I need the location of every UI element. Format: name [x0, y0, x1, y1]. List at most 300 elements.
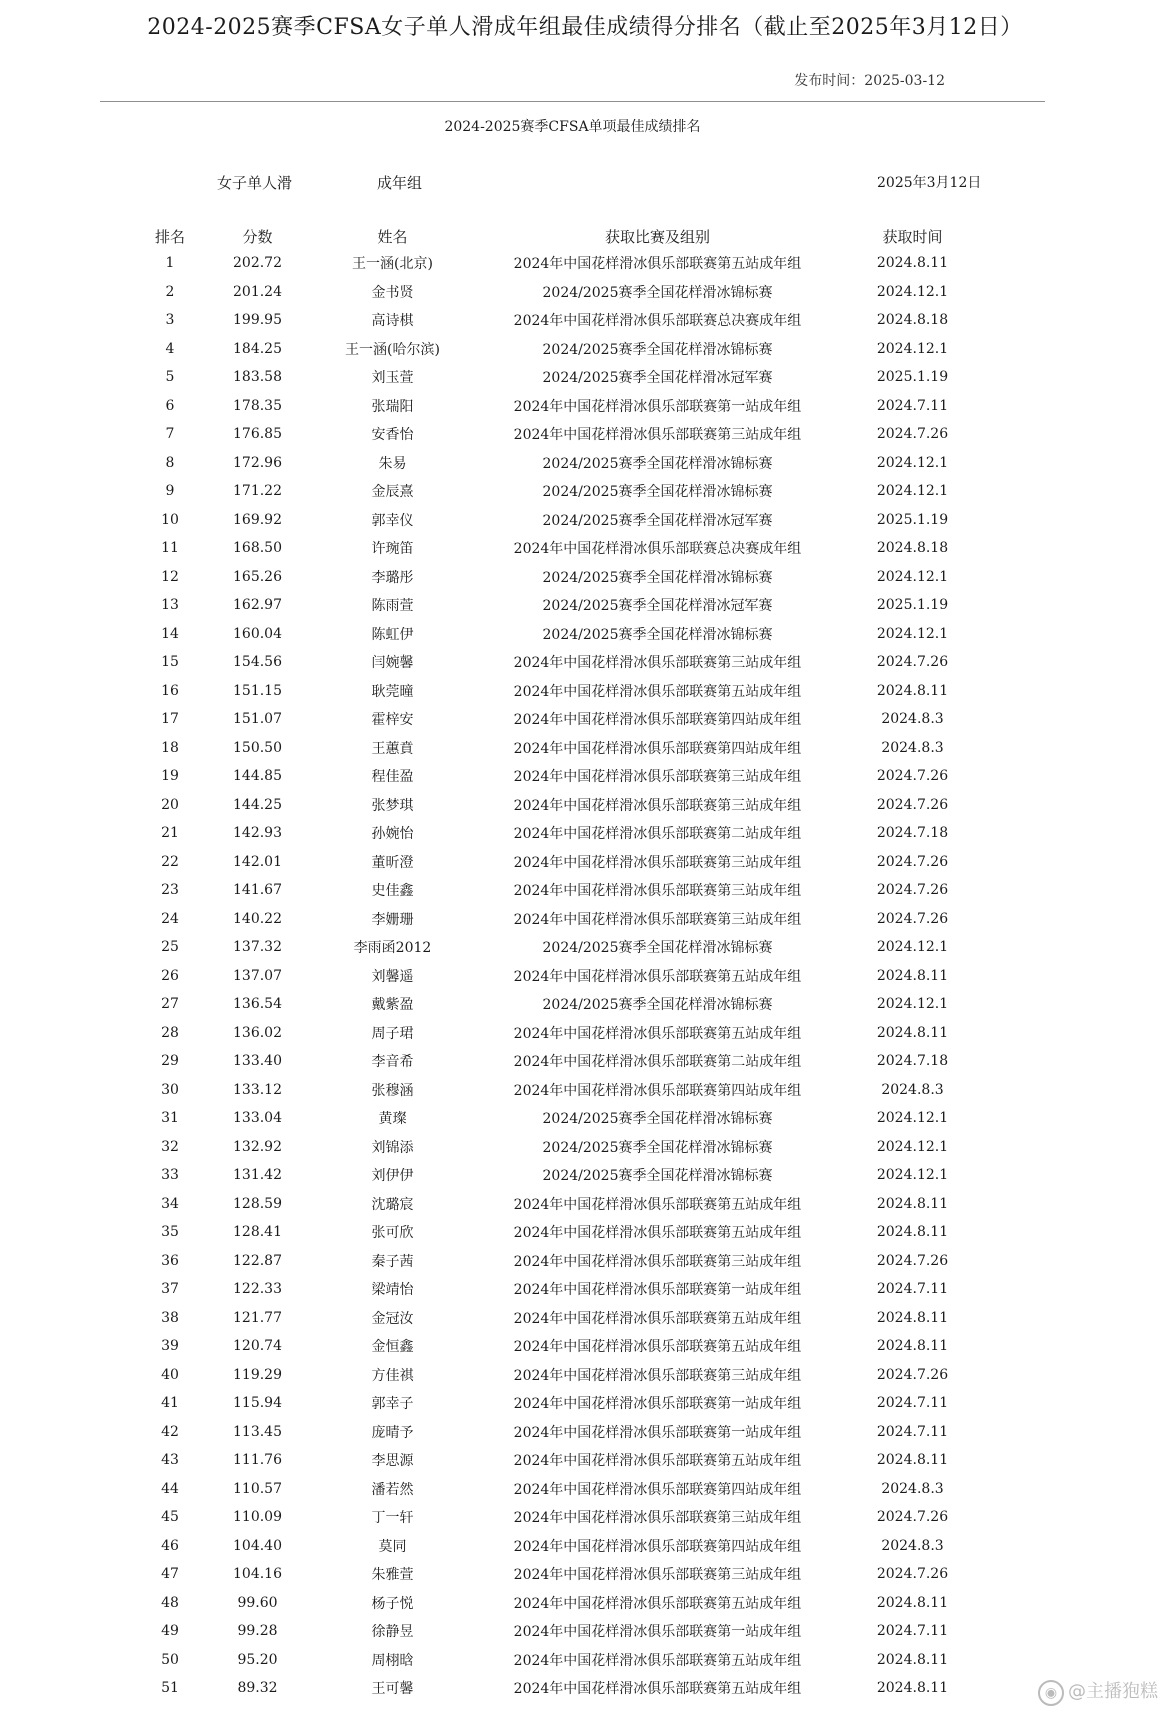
cell-score: 122.33 — [233, 1281, 282, 1298]
cell-rank: 13 — [161, 597, 179, 614]
cell-name: 徐静昱 — [371, 1624, 414, 1641]
table-row — [130, 1674, 990, 1703]
cell-rank: 30 — [161, 1081, 179, 1098]
cell-name: 王一涵(哈尔滨) — [345, 341, 440, 358]
cell-date: 2024.7.26 — [876, 1566, 949, 1583]
cell-event: 2024年中国花样滑冰俱乐部联赛第二站成年组 — [513, 1054, 802, 1071]
cell-score: 133.40 — [233, 1053, 282, 1070]
cell-event: 2024年中国花样滑冰俱乐部联赛第三站成年组 — [513, 1510, 802, 1527]
cell-score: 144.25 — [233, 796, 282, 813]
cell-rank: 42 — [161, 1423, 179, 1440]
cell-name: 沈璐宸 — [371, 1196, 414, 1213]
table-row — [130, 1218, 990, 1247]
cell-event: 2024年中国花样滑冰俱乐部联赛第五站成年组 — [513, 1681, 802, 1698]
cell-event: 2024/2025赛季全国花样滑冰锦标赛 — [542, 455, 773, 472]
cell-date: 2024.7.18 — [876, 825, 949, 842]
table-row — [130, 278, 990, 307]
cell-name: 刘锦添 — [371, 1139, 414, 1156]
cell-score: 136.02 — [233, 1024, 282, 1041]
cell-name: 董昕澄 — [371, 854, 414, 871]
cell-event: 2024年中国花样滑冰俱乐部联赛总决赛成年组 — [513, 541, 802, 558]
cell-rank: 25 — [161, 939, 179, 956]
cell-name: 王可馨 — [371, 1681, 414, 1698]
table-row — [130, 1560, 990, 1589]
cell-date: 2024.8.11 — [876, 255, 949, 272]
cell-name: 李音希 — [371, 1054, 414, 1071]
cell-rank: 8 — [165, 454, 175, 471]
cell-score: 178.35 — [233, 397, 282, 414]
cell-event: 2024/2025赛季全国花样滑冰冠军赛 — [542, 512, 773, 529]
cell-date: 2024.7.26 — [876, 426, 949, 443]
cell-score: 136.54 — [233, 996, 282, 1013]
cell-rank: 38 — [161, 1309, 179, 1326]
cell-name: 金冠汝 — [371, 1310, 414, 1327]
table-row — [130, 1019, 990, 1048]
cell-event: 2024/2025赛季全国花样滑冰锦标赛 — [542, 940, 773, 957]
cell-rank: 27 — [161, 996, 179, 1013]
cell-event: 2024/2025赛季全国花样滑冰冠军赛 — [542, 370, 773, 387]
cell-event: 2024/2025赛季全国花样滑冰锦标赛 — [542, 284, 773, 301]
cell-score: 128.59 — [233, 1195, 282, 1212]
cell-rank: 14 — [161, 625, 179, 642]
cell-event: 2024年中国花样滑冰俱乐部联赛第二站成年组 — [513, 826, 802, 843]
cell-score: 132.92 — [233, 1138, 282, 1155]
cell-score: 176.85 — [233, 426, 282, 443]
cell-rank: 50 — [161, 1651, 179, 1668]
table-row — [130, 363, 990, 392]
cell-name: 刘馨遥 — [371, 968, 414, 985]
cell-date: 2024.8.3 — [881, 711, 944, 728]
table-row — [130, 819, 990, 848]
cell-rank: 20 — [161, 796, 179, 813]
table-body — [130, 249, 990, 1703]
cell-name: 孙婉怡 — [371, 826, 414, 843]
cell-rank: 10 — [161, 511, 179, 528]
cell-score: 99.28 — [237, 1623, 278, 1640]
cell-date: 2024.7.11 — [876, 397, 949, 414]
table-row — [130, 420, 990, 449]
table-row — [130, 1076, 990, 1105]
cell-event: 2024/2025赛季全国花样滑冰锦标赛 — [542, 997, 773, 1014]
cell-date: 2024.12.1 — [876, 1167, 949, 1184]
cell-event: 2024年中国花样滑冰俱乐部联赛第四站成年组 — [513, 1538, 802, 1555]
cell-score: 142.93 — [233, 825, 282, 842]
cell-date: 2024.12.1 — [876, 1138, 949, 1155]
cell-name: 李雨函2012 — [353, 940, 432, 957]
cell-rank: 2 — [165, 283, 175, 300]
cell-date: 2025.1.19 — [876, 369, 949, 386]
cell-event: 2024/2025赛季全国花样滑冰锦标赛 — [542, 1168, 773, 1185]
cell-event: 2024年中国花样滑冰俱乐部联赛第一站成年组 — [513, 1282, 802, 1299]
table-row — [130, 1133, 990, 1162]
cell-score: 95.20 — [237, 1651, 278, 1668]
cell-name: 丁一轩 — [371, 1510, 414, 1527]
ranking-table — [130, 223, 990, 1703]
cell-rank: 46 — [161, 1537, 179, 1554]
cell-event: 2024年中国花样滑冰俱乐部联赛第五站成年组 — [513, 1310, 802, 1327]
cell-rank: 7 — [165, 426, 175, 443]
table-row — [130, 1646, 990, 1675]
cell-score: 151.07 — [233, 711, 282, 728]
cell-name: 耿莞曈 — [371, 683, 414, 700]
cell-score: 133.04 — [233, 1110, 282, 1127]
cell-date: 2024.7.26 — [876, 796, 949, 813]
table-subtitle: 2024-2025赛季CFSA单项最佳成绩排名 — [444, 119, 701, 135]
cell-name: 郭幸仪 — [371, 512, 414, 529]
cell-date: 2024.7.18 — [876, 1053, 949, 1070]
cell-score: 201.24 — [233, 283, 282, 300]
cell-score: 171.22 — [233, 483, 282, 500]
group-label: 成年组 — [377, 174, 423, 192]
cell-name: 安香怡 — [371, 427, 414, 444]
cell-rank: 37 — [161, 1281, 179, 1298]
cell-date: 2024.12.1 — [876, 568, 949, 585]
cell-name: 杨子悦 — [371, 1595, 414, 1612]
table-row — [130, 591, 990, 620]
cell-event: 2024年中国花样滑冰俱乐部联赛第四站成年组 — [513, 1082, 802, 1099]
col-header-date: 获取时间 — [882, 227, 943, 246]
cell-name: 朱雅萱 — [371, 1567, 414, 1584]
cell-score: 162.97 — [233, 597, 282, 614]
cell-event: 2024年中国花样滑冰俱乐部联赛第五站成年组 — [513, 1339, 802, 1356]
cell-event: 2024年中国花样滑冰俱乐部联赛第一站成年组 — [513, 1424, 802, 1441]
cell-date: 2024.12.1 — [876, 454, 949, 471]
cell-name: 霍梓安 — [371, 712, 414, 729]
cell-event: 2024年中国花样滑冰俱乐部联赛第三站成年组 — [513, 883, 802, 900]
cell-score: 119.29 — [233, 1366, 282, 1383]
cell-event: 2024年中国花样滑冰俱乐部联赛第三站成年组 — [513, 854, 802, 871]
cell-score: 183.58 — [233, 369, 282, 386]
cell-score: 128.41 — [233, 1224, 282, 1241]
table-header-row — [130, 223, 990, 249]
cell-name: 李璐彤 — [371, 569, 414, 586]
cell-score: 140.22 — [233, 910, 282, 927]
table-row — [130, 1446, 990, 1475]
cell-name: 刘伊伊 — [371, 1168, 414, 1185]
cell-rank: 1 — [165, 255, 175, 272]
cell-score: 115.94 — [233, 1395, 282, 1412]
col-header-event: 获取比赛及组别 — [604, 227, 710, 246]
cell-event: 2024年中国花样滑冰俱乐部联赛第五站成年组 — [513, 1225, 802, 1242]
table-row — [130, 506, 990, 535]
cell-score: 133.12 — [233, 1081, 282, 1098]
cell-date: 2024.8.3 — [881, 739, 944, 756]
cell-rank: 15 — [161, 654, 179, 671]
table-row — [130, 1361, 990, 1390]
cell-event: 2024/2025赛季全国花样滑冰锦标赛 — [542, 341, 773, 358]
cell-name: 黄璨 — [378, 1111, 407, 1128]
cell-date: 2024.8.11 — [876, 1309, 949, 1326]
cell-date: 2024.8.11 — [876, 1338, 949, 1355]
cell-name: 秦子茜 — [371, 1253, 414, 1270]
cell-score: 151.15 — [233, 682, 282, 699]
cell-name: 郭幸子 — [371, 1396, 414, 1413]
table-row — [130, 905, 990, 934]
table-row — [130, 1104, 990, 1133]
watermark-text: @主播狍糕 — [1068, 1681, 1158, 1702]
cell-rank: 22 — [161, 853, 179, 870]
cell-name: 王蕙賁 — [371, 740, 414, 757]
cell-event: 2024年中国花样滑冰俱乐部联赛第一站成年组 — [513, 1396, 802, 1413]
watermark — [1038, 1677, 1158, 1706]
cell-event: 2024年中国花样滑冰俱乐部联赛第四站成年组 — [513, 740, 802, 757]
cell-score: 131.42 — [233, 1167, 282, 1184]
col-header-score: 分数 — [242, 227, 273, 246]
table-row — [130, 534, 990, 563]
cell-event: 2024年中国花样滑冰俱乐部联赛第一站成年组 — [513, 1624, 802, 1641]
cell-name: 张瑞阳 — [371, 398, 414, 415]
cell-name: 金辰熹 — [371, 484, 414, 501]
cell-rank: 28 — [161, 1024, 179, 1041]
cell-rank: 6 — [165, 397, 175, 414]
cell-date: 2025.1.19 — [876, 511, 949, 528]
cell-rank: 48 — [161, 1594, 179, 1611]
table-row — [130, 734, 990, 763]
cell-date: 2024.8.3 — [881, 1081, 944, 1098]
table-row — [130, 791, 990, 820]
cell-event: 2024年中国花样滑冰俱乐部联赛第五站成年组 — [513, 256, 802, 273]
cell-date: 2025.1.19 — [876, 597, 949, 614]
cell-score: 110.57 — [233, 1480, 282, 1497]
cell-event: 2024/2025赛季全国花样滑冰锦标赛 — [542, 484, 773, 501]
cell-event: 2024年中国花样滑冰俱乐部联赛第三站成年组 — [513, 911, 802, 928]
cell-name: 高诗棋 — [371, 313, 414, 330]
cell-rank: 9 — [165, 483, 175, 500]
table-row — [130, 335, 990, 364]
table-row — [130, 449, 990, 478]
cell-name: 许琬笛 — [371, 541, 414, 558]
table-row — [130, 1275, 990, 1304]
cell-date: 2024.8.18 — [876, 312, 949, 329]
col-header-rank: 排名 — [154, 227, 185, 246]
cell-date: 2024.7.11 — [876, 1395, 949, 1412]
table-row — [130, 762, 990, 791]
cell-rank: 47 — [161, 1566, 179, 1583]
cell-name: 庞晴予 — [371, 1424, 414, 1441]
cell-rank: 16 — [161, 682, 179, 699]
table-row — [130, 306, 990, 335]
cell-name: 程佳盈 — [371, 769, 414, 786]
cell-name: 金书贤 — [371, 284, 414, 301]
table-row — [130, 1190, 990, 1219]
cell-name: 潘若然 — [371, 1481, 414, 1498]
cell-rank: 44 — [161, 1480, 179, 1497]
table-row — [130, 1503, 990, 1532]
cell-date: 2024.12.1 — [876, 1110, 949, 1127]
table-row — [130, 990, 990, 1019]
cell-event: 2024年中国花样滑冰俱乐部联赛第三站成年组 — [513, 769, 802, 786]
cell-date: 2024.7.11 — [876, 1423, 949, 1440]
cell-date: 2024.8.11 — [876, 1452, 949, 1469]
cell-date: 2024.8.18 — [876, 540, 949, 557]
cell-score: 99.60 — [237, 1594, 278, 1611]
cell-score: 141.67 — [233, 882, 282, 899]
cell-score: 169.92 — [233, 511, 282, 528]
table-row — [130, 1617, 990, 1646]
table-row — [130, 392, 990, 421]
cell-date: 2024.12.1 — [876, 939, 949, 956]
cell-event: 2024/2025赛季全国花样滑冰锦标赛 — [542, 569, 773, 586]
table-row — [130, 1418, 990, 1447]
cell-date: 2024.8.11 — [876, 967, 949, 984]
col-header-name: 姓名 — [377, 227, 408, 246]
cell-rank: 49 — [161, 1623, 179, 1640]
cell-name: 陈雨萱 — [371, 598, 414, 615]
cell-score: 137.32 — [233, 939, 282, 956]
cell-name: 李姗珊 — [371, 911, 414, 928]
cell-event: 2024年中国花样滑冰俱乐部联赛第四站成年组 — [513, 1481, 802, 1498]
cell-name: 朱易 — [378, 455, 407, 472]
cell-date: 2024.7.26 — [876, 768, 949, 785]
cell-date: 2024.8.11 — [876, 682, 949, 699]
table-row — [130, 962, 990, 991]
cell-date: 2024.8.11 — [876, 1651, 949, 1668]
cell-rank: 32 — [161, 1138, 179, 1155]
cell-date: 2024.8.11 — [876, 1594, 949, 1611]
cell-score: 168.50 — [233, 540, 282, 557]
cell-score: 122.87 — [233, 1252, 282, 1269]
cell-name: 王一涵(北京) — [352, 256, 433, 273]
cell-rank: 35 — [161, 1224, 179, 1241]
cell-rank: 24 — [161, 910, 179, 927]
table-row — [130, 1475, 990, 1504]
cell-name: 闫婉馨 — [371, 655, 414, 672]
cell-event: 2024年中国花样滑冰俱乐部联赛第三站成年组 — [513, 655, 802, 672]
cell-event: 2024年中国花样滑冰俱乐部联赛第五站成年组 — [513, 1595, 802, 1612]
cell-event: 2024年中国花样滑冰俱乐部联赛第三站成年组 — [513, 427, 802, 444]
cell-rank: 34 — [161, 1195, 179, 1212]
cell-score: 121.77 — [233, 1309, 282, 1326]
publish-time: 发布时间：2025-03-12 — [794, 73, 945, 89]
cell-event: 2024年中国花样滑冰俱乐部联赛第五站成年组 — [513, 1453, 802, 1470]
header-divider — [100, 101, 1045, 102]
cell-name: 李思源 — [371, 1453, 414, 1470]
cell-score: 172.96 — [233, 454, 282, 471]
cell-rank: 18 — [161, 739, 179, 756]
cell-rank: 21 — [161, 825, 179, 842]
cell-event: 2024年中国花样滑冰俱乐部联赛第一站成年组 — [513, 398, 802, 415]
cell-date: 2024.7.26 — [876, 882, 949, 899]
cell-date: 2024.7.26 — [876, 1252, 949, 1269]
cell-rank: 45 — [161, 1509, 179, 1526]
cell-score: 120.74 — [233, 1338, 282, 1355]
cell-date: 2024.7.11 — [876, 1623, 949, 1640]
table-row — [130, 563, 990, 592]
cell-score: 199.95 — [233, 312, 282, 329]
cell-event: 2024年中国花样滑冰俱乐部联赛第四站成年组 — [513, 712, 802, 729]
table-row — [130, 1247, 990, 1276]
cell-name: 周子珺 — [371, 1025, 414, 1042]
as-of-date: 2025年3月12日 — [877, 175, 982, 191]
cell-date: 2024.7.26 — [876, 1366, 949, 1383]
table-row — [130, 648, 990, 677]
cell-event: 2024年中国花样滑冰俱乐部联赛总决赛成年组 — [513, 313, 802, 330]
cell-rank: 23 — [161, 882, 179, 899]
cell-date: 2024.8.11 — [876, 1195, 949, 1212]
cell-rank: 41 — [161, 1395, 179, 1412]
cell-name: 史佳鑫 — [371, 883, 414, 900]
cell-date: 2024.12.1 — [876, 283, 949, 300]
cell-rank: 33 — [161, 1167, 179, 1184]
cell-rank: 11 — [161, 540, 179, 557]
cell-date: 2024.12.1 — [876, 483, 949, 500]
cell-score: 150.50 — [233, 739, 282, 756]
cell-date: 2024.8.11 — [876, 1224, 949, 1241]
cell-event: 2024/2025赛季全国花样滑冰冠军赛 — [542, 598, 773, 615]
cell-date: 2024.8.11 — [876, 1680, 949, 1697]
cell-rank: 3 — [165, 312, 175, 329]
cell-event: 2024年中国花样滑冰俱乐部联赛第五站成年组 — [513, 1025, 802, 1042]
cell-score: 110.09 — [233, 1509, 282, 1526]
cell-rank: 17 — [161, 711, 179, 728]
cell-name: 张穆涵 — [371, 1082, 414, 1099]
cell-name: 金恒鑫 — [371, 1339, 414, 1356]
table-row — [130, 1389, 990, 1418]
cell-name: 方佳祺 — [371, 1367, 414, 1384]
cell-score: 154.56 — [233, 654, 282, 671]
cell-date: 2024.12.1 — [876, 340, 949, 357]
cell-name: 周栩晗 — [371, 1652, 414, 1669]
cell-date: 2024.8.3 — [881, 1537, 944, 1554]
cell-score: 113.45 — [233, 1423, 282, 1440]
table-row — [130, 677, 990, 706]
cell-date: 2024.7.26 — [876, 853, 949, 870]
cell-date: 2024.7.26 — [876, 910, 949, 927]
cell-event: 2024年中国花样滑冰俱乐部联赛第五站成年组 — [513, 683, 802, 700]
table-row — [130, 848, 990, 877]
cell-rank: 5 — [165, 369, 175, 386]
page-title: 2024-2025赛季CFSA女子单人滑成年组最佳成绩得分排名（截止至2025年3月12日） — [147, 15, 1023, 40]
cell-date: 2024.8.11 — [876, 1024, 949, 1041]
cell-score: 137.07 — [233, 967, 282, 984]
cell-name: 张可欣 — [371, 1225, 414, 1242]
cell-score: 160.04 — [233, 625, 282, 642]
cell-event: 2024年中国花样滑冰俱乐部联赛第五站成年组 — [513, 1196, 802, 1213]
cell-score: 202.72 — [233, 255, 282, 272]
cell-rank: 19 — [161, 768, 179, 785]
cell-name: 梁靖怡 — [371, 1282, 414, 1299]
cell-rank: 43 — [161, 1452, 179, 1469]
cell-score: 104.40 — [233, 1537, 282, 1554]
cell-rank: 4 — [165, 340, 175, 357]
table-row — [130, 1304, 990, 1333]
table-row — [130, 620, 990, 649]
cell-rank: 31 — [161, 1110, 179, 1127]
cell-event: 2024年中国花样滑冰俱乐部联赛第三站成年组 — [513, 1253, 802, 1270]
cell-rank: 36 — [161, 1252, 179, 1269]
cell-score: 142.01 — [233, 853, 282, 870]
cell-event: 2024/2025赛季全国花样滑冰锦标赛 — [542, 626, 773, 643]
table-row — [130, 1161, 990, 1190]
table-row — [130, 1532, 990, 1561]
cell-score: 111.76 — [233, 1452, 282, 1469]
table-row — [130, 876, 990, 905]
cell-name: 刘玉萱 — [371, 370, 414, 387]
cell-event: 2024年中国花样滑冰俱乐部联赛第三站成年组 — [513, 1567, 802, 1584]
cell-score: 184.25 — [233, 340, 282, 357]
cell-rank: 39 — [161, 1338, 179, 1355]
table-row — [130, 1332, 990, 1361]
cell-name: 陈虹伊 — [371, 626, 414, 643]
cell-rank: 40 — [161, 1366, 179, 1383]
table-row — [130, 933, 990, 962]
category-label: 女子单人滑 — [217, 174, 293, 192]
cell-date: 2024.7.11 — [876, 1281, 949, 1298]
cell-date: 2024.7.26 — [876, 654, 949, 671]
cell-rank: 29 — [161, 1053, 179, 1070]
cell-score: 144.85 — [233, 768, 282, 785]
cell-name: 戴紫盈 — [371, 997, 414, 1014]
